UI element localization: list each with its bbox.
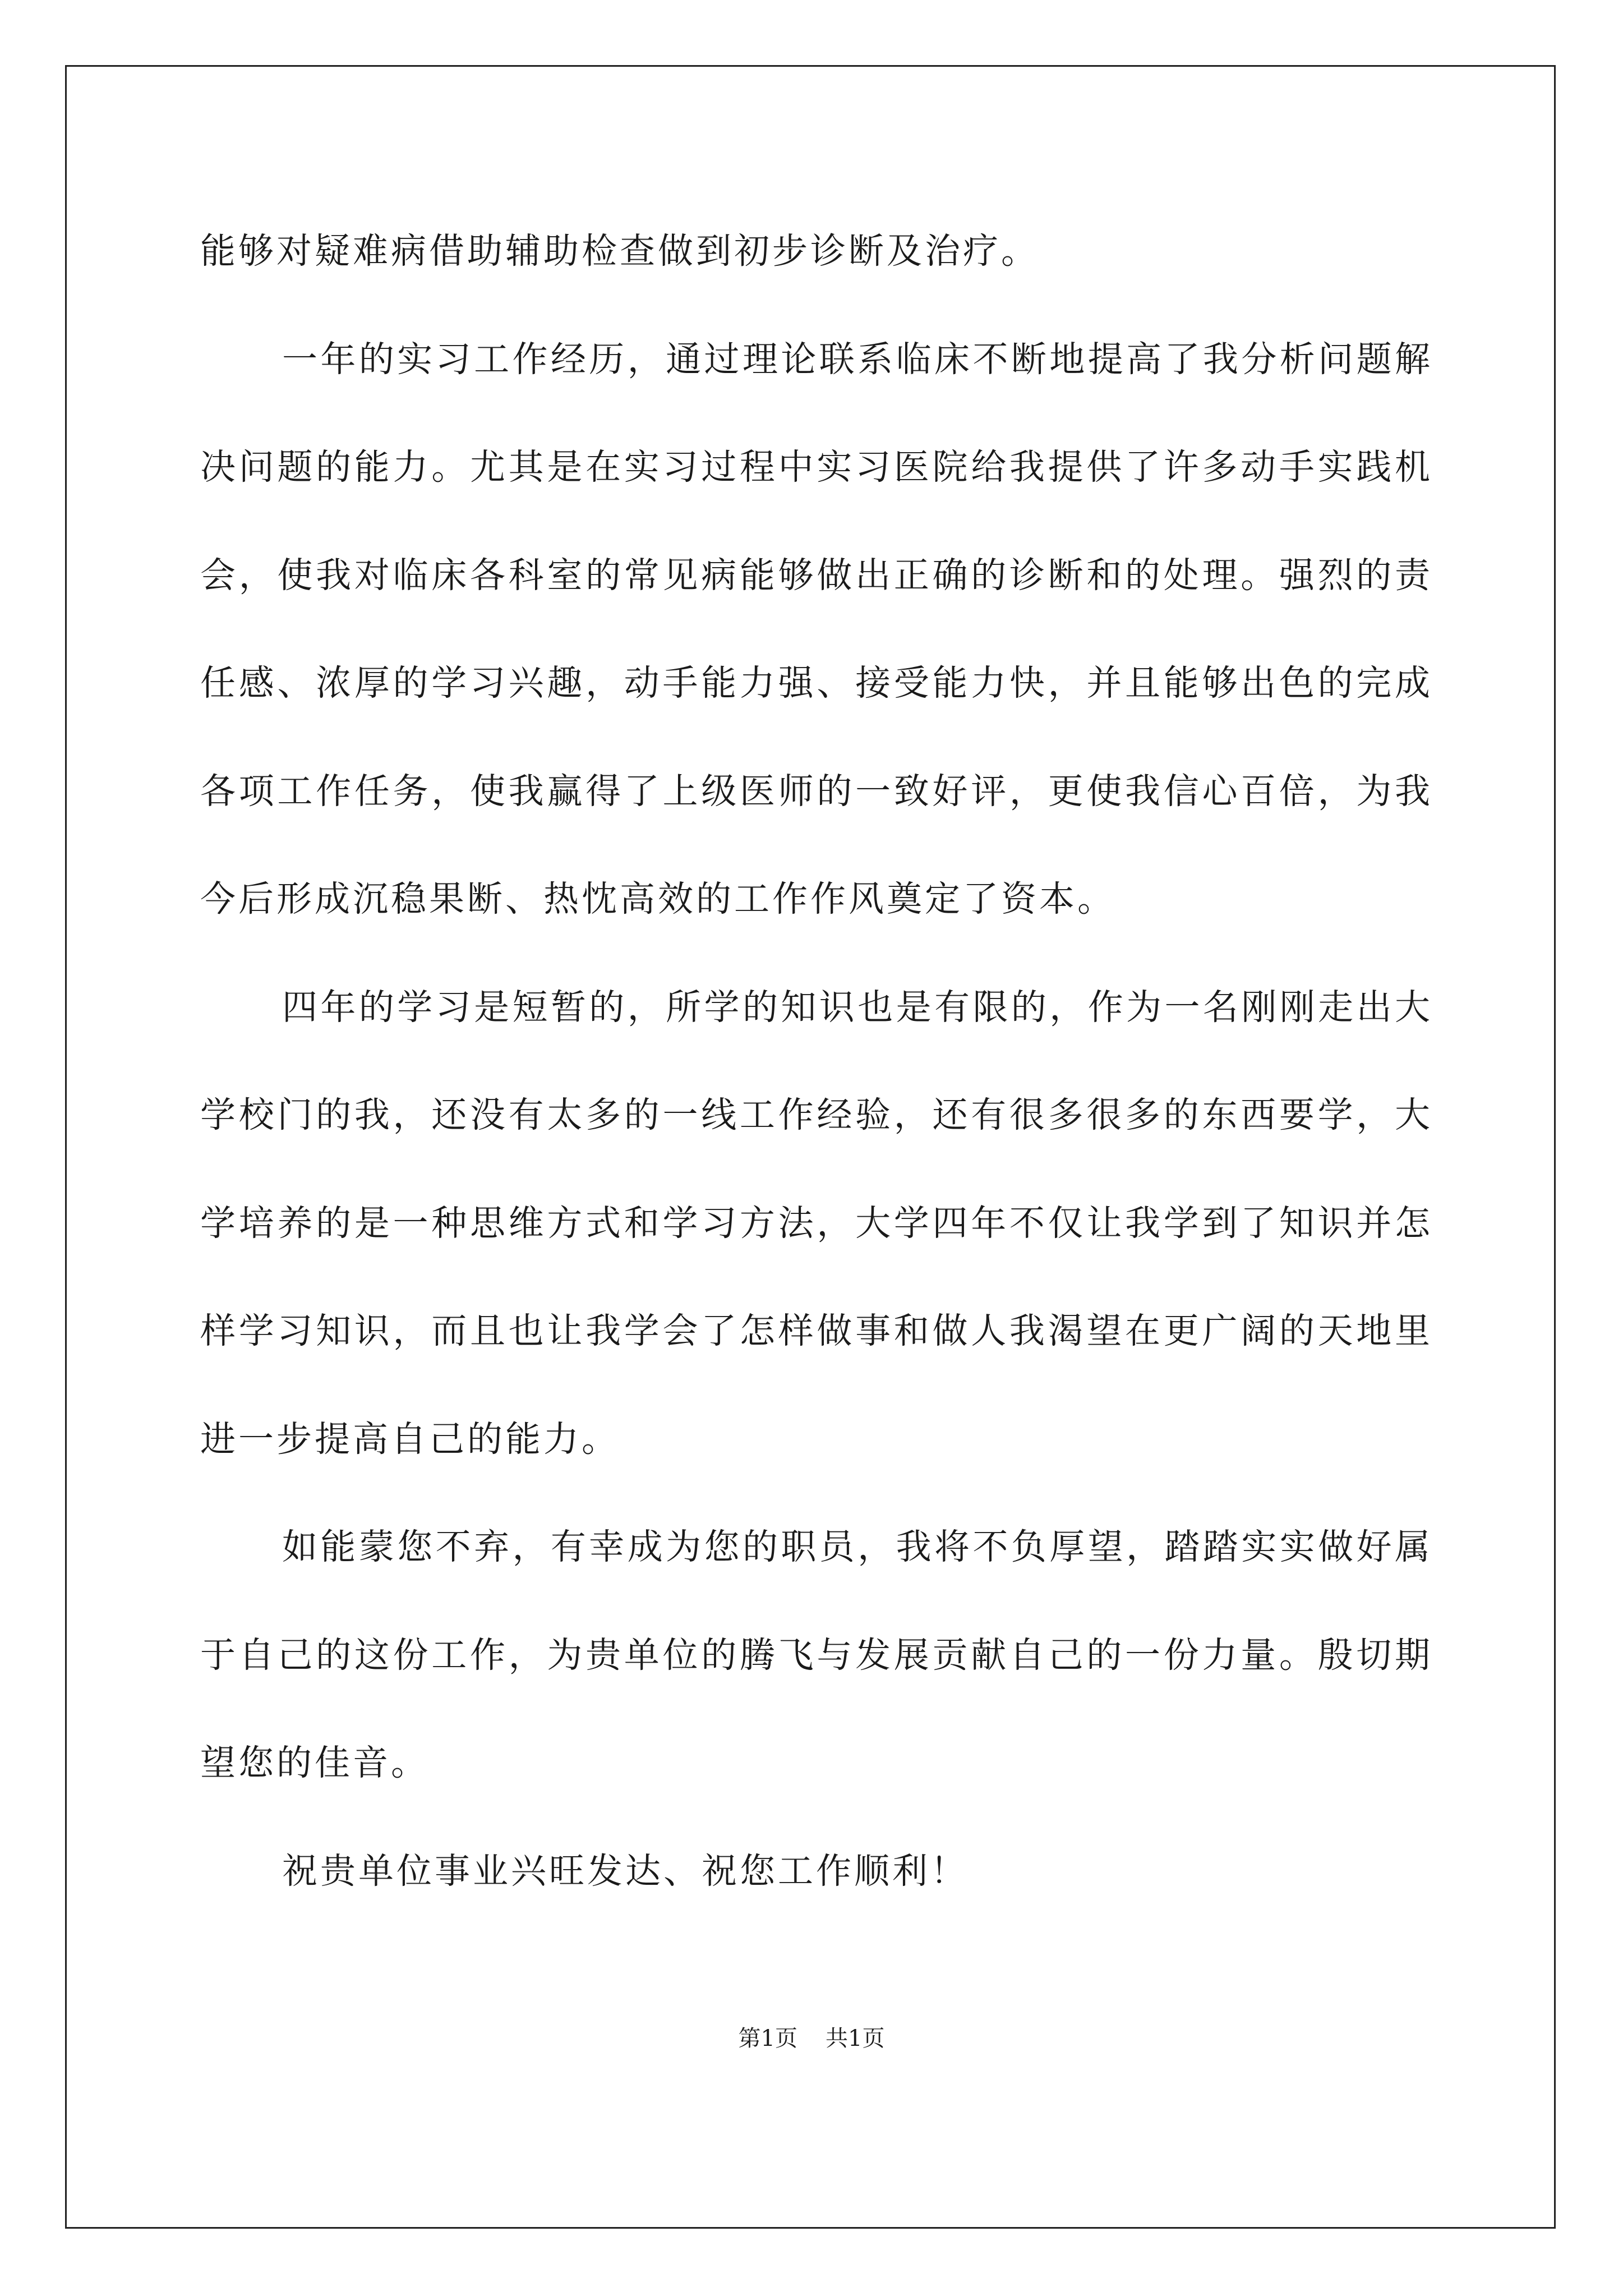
document-body bbox=[200, 197, 1433, 1925]
paragraph-5: 祝贵单位事业兴旺发达、祝您工作顺利！ bbox=[282, 1850, 969, 1892]
page-number-total: 共1页 bbox=[826, 2026, 885, 2051]
paragraph-1: 能够对疑难病借助辅助检查做到初步诊断及治疗。 bbox=[200, 231, 1039, 272]
page-footer bbox=[0, 2021, 1623, 2053]
paragraph-4: 如能蒙您不弃，有幸成为您的职员，我将不负厚望，踏踏实实做好属于自己的这份工作，为贵单位的腾飞与发展贡献自己的一份力量。殷切期望您的佳音。 bbox=[200, 1526, 1433, 1783]
paragraph-3: 四年的学习是短暂的，所学的知识也是有限的，作为一名刚刚走出大学校门的我，还没有太多的一线工作经验，还有很多很多的东西要学，大学培养的是一种思维方式和学习方法，大学四年不仅让我学到了知识并怎样学习知识，而且也让我学会了怎样做事和做人我渴望在更广阔的天地里进一步提高自己的能力。 bbox=[200, 986, 1433, 1460]
paragraph-2: 一年的实习工作经历，通过理论联系临床不断地提高了我分析问题解决问题的能力。尤其是在实习过程中实习医院给我提供了许多动手实践机会，使我对临床各科室的常见病能够做出正确的诊断和的处理。强烈的责任感、浓厚的学习兴趣，动手能力强、接受能力快，并且能够出色的完成各项工作任务，使我赢得了上级医师的一致好评，更使我信心百倍，为我今后形成沉稳果断、热忱高效的工作作风奠定了资本。 bbox=[200, 338, 1433, 919]
page-number-current: 第1页 bbox=[738, 2026, 797, 2051]
